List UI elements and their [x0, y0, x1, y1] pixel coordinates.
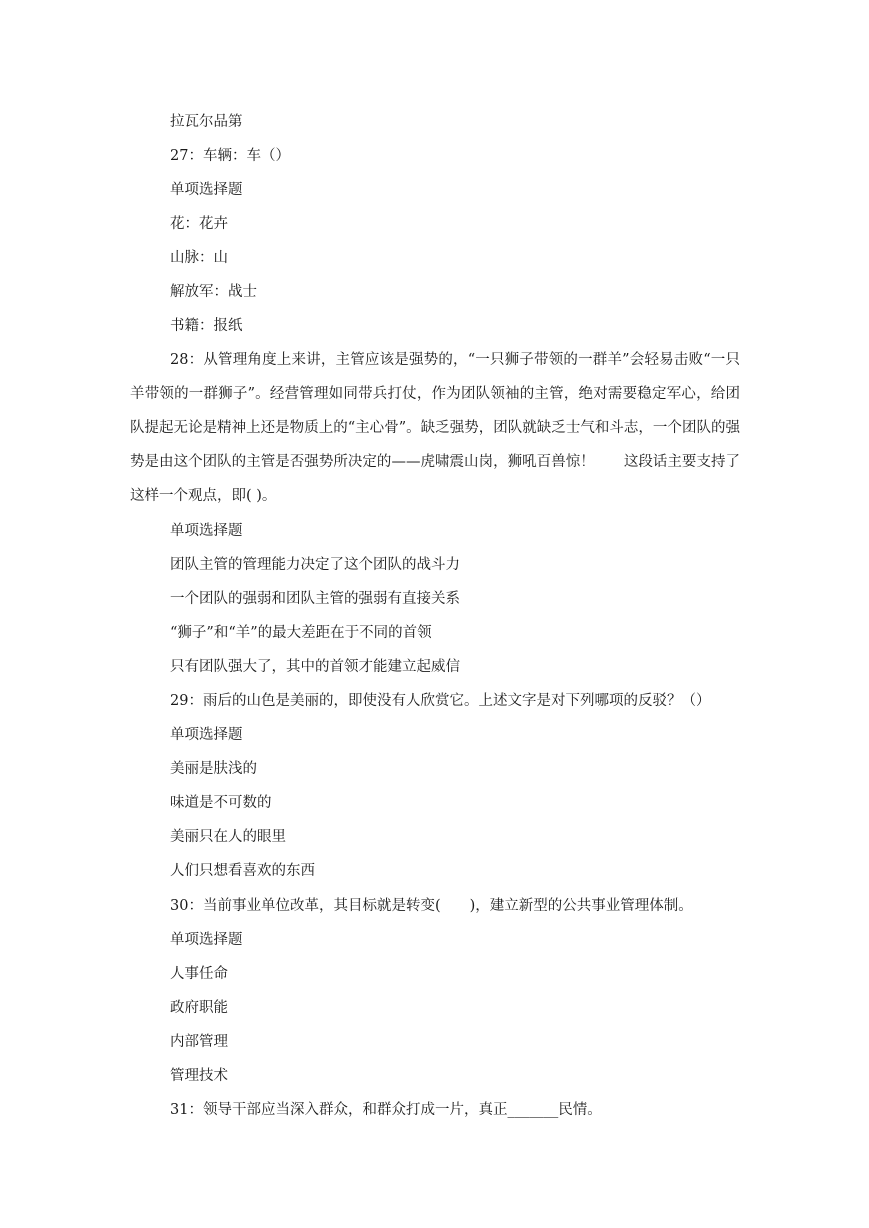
answer-option: 美丽是肤浅的 [170, 761, 257, 777]
question-27: 27：车辆：车（） [170, 148, 290, 164]
question-type: 单项选择题 [170, 932, 243, 948]
answer-option: 山脉：山 [170, 250, 228, 266]
answer-option: 美丽只在人的眼里 [170, 829, 286, 845]
answer-option: 一个团队的强弱和团队主管的强弱有直接关系 [170, 591, 460, 607]
answer-option: 书籍：报纸 [170, 318, 243, 334]
answer-option: 政府职能 [170, 1000, 228, 1016]
question-type: 单项选择题 [170, 182, 243, 198]
answer-option: 人们只想看喜欢的东西 [170, 863, 315, 879]
question-31: 31：领导干部应当深入群众，和群众打成一片，真正_______民情。 [170, 1102, 602, 1118]
question-type: 单项选择题 [170, 523, 243, 539]
question-28: 28：从管理角度上来讲，主管应该是强势的，“一只狮子带领的一群羊”会轻易击败“一只羊带领的一群狮子”。经营管理如同带兵打仗，作为团队领袖的主管，绝对需要稳定军心，给团队提起无论是精神上还是物质上的“主心骨”。缺乏强势，团队就缺乏士气和斗志，一个团队的强势是由这个团队的主管是否强势所决定的——虎啸震山岗，狮吼百兽惊！ 这段话主要支持了这样一个观点，即( )。 [130, 352, 740, 504]
question-type: 单项选择题 [170, 727, 243, 743]
answer-option: 味道是不可数的 [170, 795, 272, 811]
answer-option: 人事任命 [170, 966, 228, 982]
answer-option: 花：花卉 [170, 216, 228, 232]
answer-option: 管理技术 [170, 1068, 228, 1084]
answer-option: “狮子”和“羊”的最大差距在于不同的首领 [170, 625, 432, 641]
question-29: 29：雨后的山色是美丽的，即使没有人欣赏它。上述文字是对下列哪项的反驳？（） [170, 693, 711, 709]
answer-option: 内部管理 [170, 1034, 228, 1050]
answer-option: 团队主管的管理能力决定了这个团队的战斗力 [170, 557, 460, 573]
answer-option: 解放军：战士 [170, 284, 257, 300]
answer-option-text: 拉瓦尔品第 [170, 114, 243, 130]
question-30: 30：当前事业单位改革，其目标就是转变( )，建立新型的公共事业管理体制。 [170, 898, 693, 914]
answer-option: 只有团队强大了，其中的首领才能建立起威信 [170, 659, 460, 675]
